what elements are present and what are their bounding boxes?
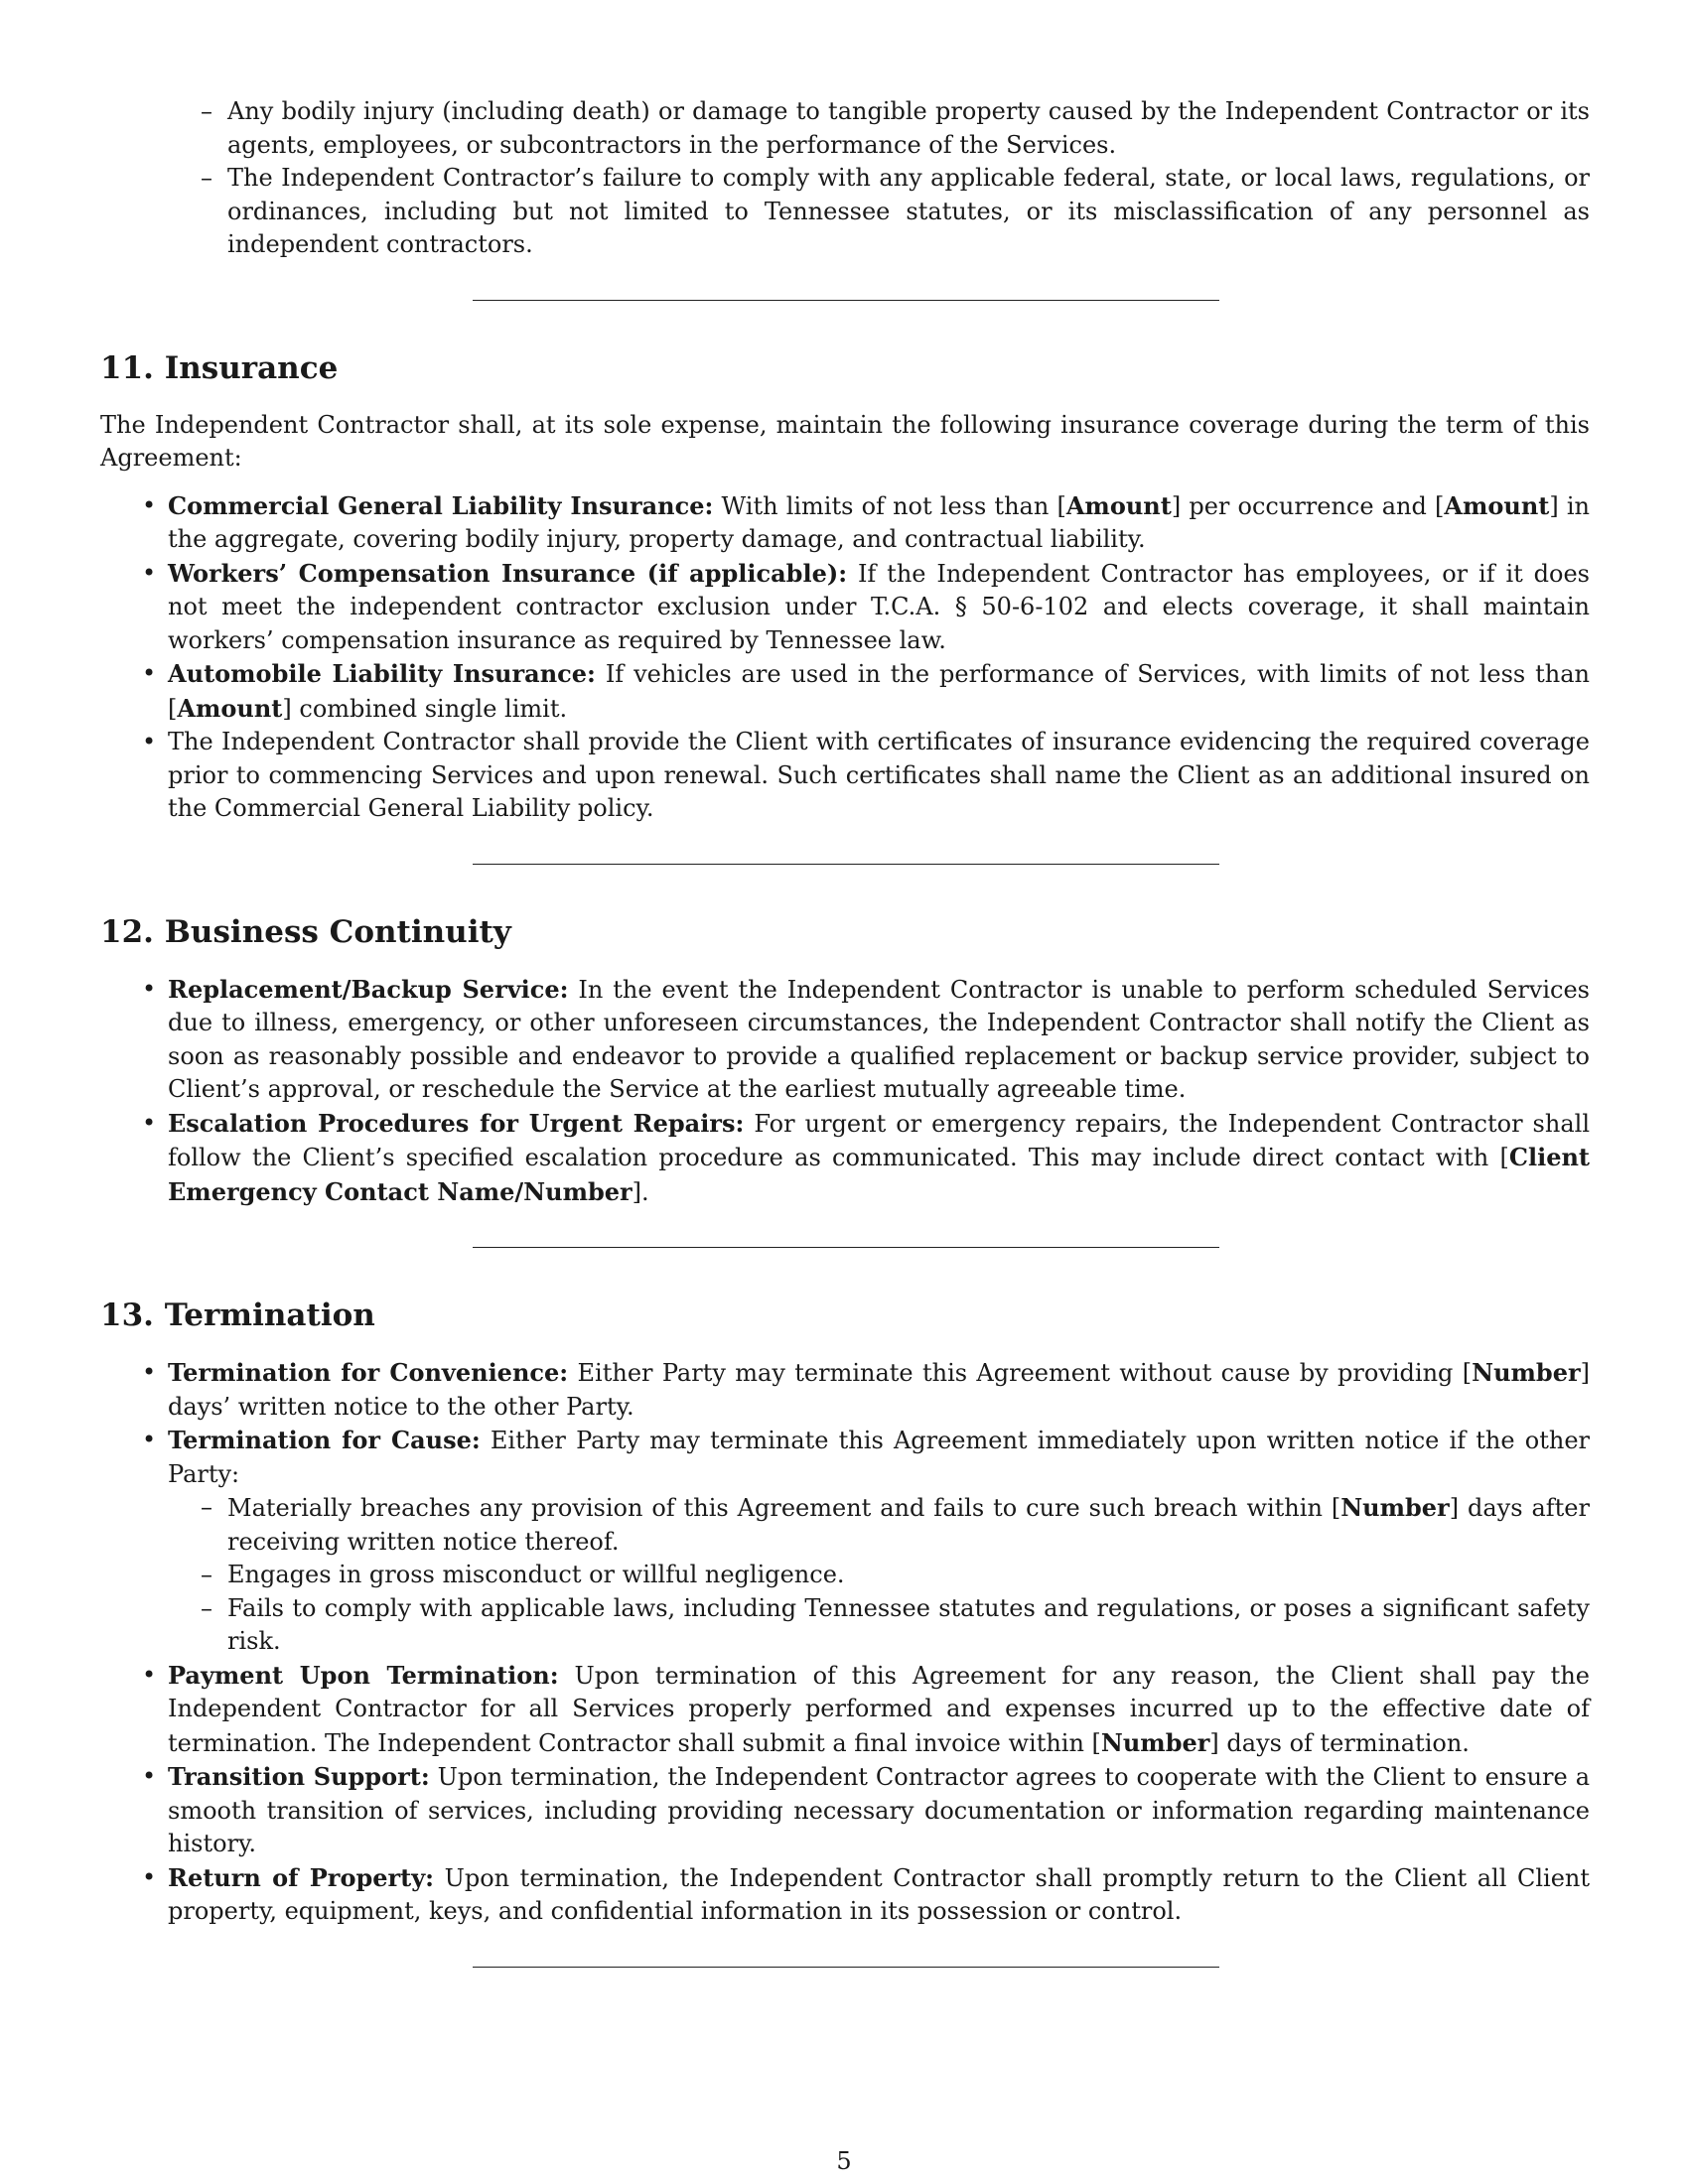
indemnity-sublist xyxy=(227,95,1590,262)
cause-sublist xyxy=(227,1491,1590,1659)
continuity-list xyxy=(168,973,1590,1210)
list-item: • Escalation Procedures for Urgent Repairs: For urgent or emergency repairs, the Independent Contractor shall follow the Client’s specified escalation procedure as communicated. This may include direct contact with [Client Emergency Contact Name/Number]. xyxy=(168,1107,1590,1210)
list-item: – Materially breaches any provision of this Agreement and fails to cure such breach within [Number] days after receiving written notice thereof. xyxy=(227,1491,1590,1559)
section-divider xyxy=(473,1967,1219,1968)
list-item: • Automobile Liability Insurance: If vehicles are used in the performance of Services, with limits of not less than [Amount] combined single limit. xyxy=(168,657,1590,726)
document-page xyxy=(100,95,1590,1968)
list-item: • Termination for Convenience: Either Party may terminate this Agreement without cause by providing [Number] days’ written notice to the other Party. xyxy=(168,1356,1590,1424)
page-number: 5 xyxy=(836,2147,852,2175)
section-title-termination: 13. Termination xyxy=(100,1297,375,1333)
list-item: • Replacement/Backup Service: In the event the Independent Contractor is unable to perform scheduled Services due to illness, emergency, or other unforeseen circumstances, the Independent Contractor shall notify the Client as soon as reasonably possible and endeavor to provide a qualified replacement or backup service provider, subject to Client’s approval, or reschedule the Service at the earliest mutually agreeable time. xyxy=(168,973,1590,1107)
list-item: – Fails to comply with applicable laws, including Tennessee statutes and regulations, or poses a significant safety risk. xyxy=(227,1592,1590,1659)
list-item: – Any bodily injury (including death) or damage to tangible property caused by the Independent Contractor or its agents, employees, or subcontractors in the performance of the Services. xyxy=(227,95,1590,162)
list-item: – Engages in gross misconduct or willful negligence. xyxy=(227,1559,1590,1592)
section-divider xyxy=(473,864,1219,865)
list-item: • Commercial General Liability Insurance: With limits of not less than [Amount] per occurrence and [Amount] in the aggregate, covering bodily injury, property damage, and contractual liability. xyxy=(168,489,1590,557)
section-divider xyxy=(473,1247,1219,1248)
insurance-intro: The Independent Contractor shall, at its sole expense, maintain the following insurance coverage during the term of this Agreement: xyxy=(100,410,1590,472)
termination-list xyxy=(168,1356,1590,1929)
list-item: • Return of Property: Upon termination, the Independent Contractor shall promptly return to the Client all Client property, equipment, keys, and confidential information in its possession or control. xyxy=(168,1861,1590,1929)
section-title-business-continuity: 12. Business Continuity xyxy=(100,913,511,950)
section-title-insurance: 11. Insurance xyxy=(100,349,339,386)
section-divider xyxy=(473,300,1219,301)
list-item: – The Independent Contractor’s failure to comply with any applicable federal, state, or local laws, regulations, or ordinances, including but not limited to Tennessee statutes, or its misclassification of any personnel as independent contractors. xyxy=(227,162,1590,262)
insurance-list xyxy=(168,489,1590,826)
list-item: • Workers’ Compensation Insurance (if applicable): If the Independent Contractor has employees, or if it does not meet the independent contractor exclusion under T.C.A. § 50-6-102 and elects coverage, it shall maintain workers’ compensation insurance as required by Tennessee law. xyxy=(168,557,1590,658)
list-item: • The Independent Contractor shall provide the Client with certificates of insurance evidencing the required coverage prior to commencing Services and upon renewal. Such certificates shall name the Client as an additional insured on the Commercial General Liability policy. xyxy=(168,726,1590,826)
list-item: • Termination for Cause: Either Party may terminate this Agreement immediately upon written notice if the other Party: – Materially breaches any provision of this Agreement and fails to cure such breach within [Number] days after receiving written notice thereof. – Engages in gross misconduct or willful negligence. – Fails to comply with applicable laws, including Tennessee statutes and regulations, or poses a significant safety risk. xyxy=(168,1424,1590,1659)
list-item: • Payment Upon Termination: Upon termination of this Agreement for any reason, the Client shall pay the Independent Contractor for all Services properly performed and expenses incurred up to the effective date of termination. The Independent Contractor shall submit a final invoice within [Number] days of termination. xyxy=(168,1659,1590,1761)
list-item: • Transition Support: Upon termination, the Independent Contractor agrees to cooperate with the Client to ensure a smooth transition of services, including providing necessary documentation or information regarding maintenance history. xyxy=(168,1760,1590,1861)
